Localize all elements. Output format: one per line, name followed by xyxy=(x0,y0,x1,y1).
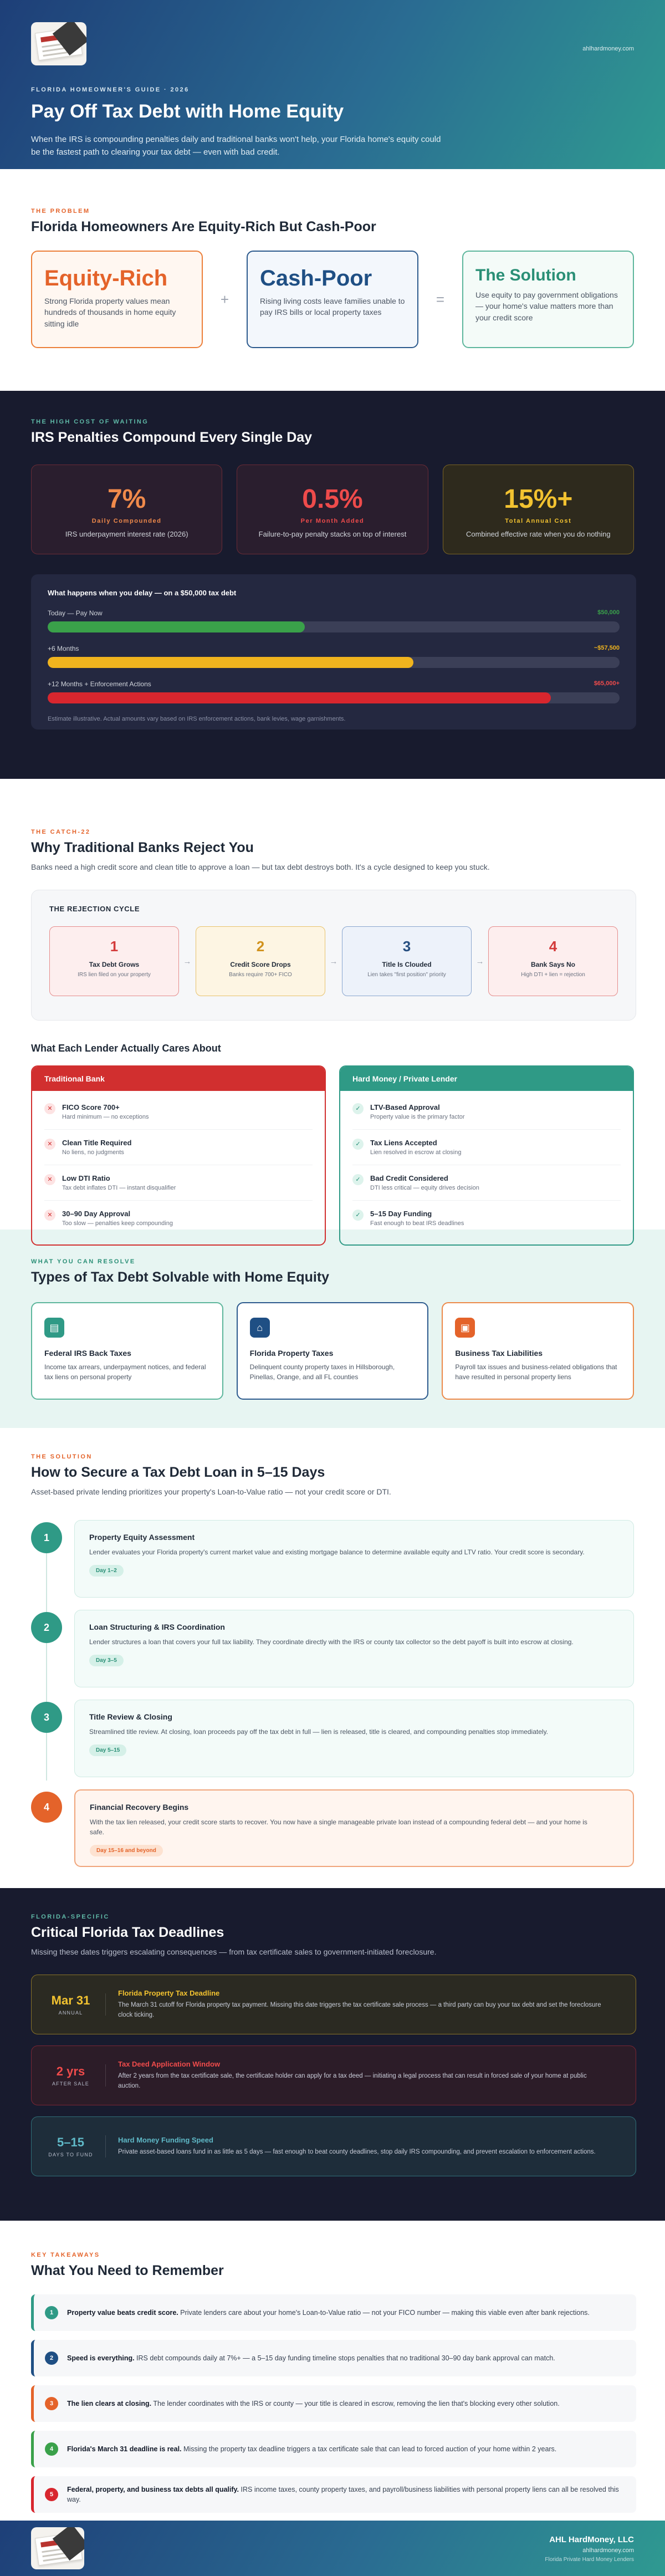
delay-panel xyxy=(31,574,636,730)
x-icon: ✕ xyxy=(44,1174,55,1185)
card-text: Rising living costs leave families unable to pay IRS bills or local property taxes xyxy=(260,297,405,317)
cycle-step-sub: Banks require 700+ FICO xyxy=(229,972,292,978)
stat-card xyxy=(443,465,634,554)
list-item xyxy=(44,1130,313,1165)
footer-site-link[interactable]: ahlhardmoney.com xyxy=(582,2547,634,2554)
arrow-right-icon: → xyxy=(475,956,484,966)
company-name: AHL HardMoney, LLC xyxy=(549,2535,634,2544)
bar-label: +6 Months xyxy=(48,645,79,652)
stat-card xyxy=(237,465,428,554)
type-title: Florida Property Taxes xyxy=(249,1349,334,1358)
stat-label: Total Annual Cost xyxy=(505,518,572,524)
deadline-unit: ANNUAL xyxy=(58,2010,83,2016)
solution-card xyxy=(462,251,634,348)
stat-desc: IRS underpayment interest rate (2026) xyxy=(65,530,188,538)
deadline-card xyxy=(31,2046,636,2105)
step-desc: Streamlined title review. At closing, loan proceeds pay off the tax debt in full — lien is released, title is cleared, and compounding penalties stop immediately. xyxy=(89,1728,549,1736)
footer xyxy=(0,2521,665,2576)
x-icon: ✕ xyxy=(44,1139,55,1150)
list-item xyxy=(352,1201,621,1236)
comparison-title: What Each Lender Actually Cares About xyxy=(31,1043,221,1054)
check-icon: ✓ xyxy=(352,1139,364,1150)
logo-image xyxy=(31,22,86,65)
section-eyebrow: THE SOLUTION xyxy=(31,1453,93,1460)
page-title: Pay Off Tax Debt with Home Equity xyxy=(31,101,344,122)
list-item xyxy=(44,1165,313,1201)
x-icon: ✕ xyxy=(44,1210,55,1221)
equals-sign: = xyxy=(436,290,445,308)
step-item xyxy=(31,1520,634,1598)
deadline-title: Florida Property Tax Deadline xyxy=(118,1989,220,1998)
takeaways-section xyxy=(0,2221,665,2521)
hero-intro: When the IRS is compounding penalties daily and traditional banks won't help, your Florida home's equity could be the fastest path to clearing your tax debt — even with bad credit. xyxy=(31,135,441,157)
document-icon: ▤ xyxy=(44,1318,64,1338)
penalties-section xyxy=(0,391,665,779)
step-number: 4 xyxy=(31,1792,62,1823)
stat-value: 15%+ xyxy=(504,484,573,514)
cycle-number: 3 xyxy=(402,938,411,955)
section-eyebrow: THE PROBLEM xyxy=(31,208,90,215)
delay-bar-row xyxy=(48,645,620,668)
takeaway-bold: Federal, property, and business tax debts all qualify. xyxy=(67,2485,239,2493)
steps-timeline xyxy=(31,1520,634,1867)
type-card xyxy=(31,1302,223,1400)
bar-label: +12 Months + Enforcement Actions xyxy=(48,680,151,688)
step-desc: With the tax lien released, your credit score starts to recover. You now have a single manageable private loan instead of a compounding federal debt — and your home is safe. xyxy=(90,1818,587,1836)
takeaway-number: 5 xyxy=(45,2488,58,2501)
step-title: Title Review & Closing xyxy=(89,1712,172,1721)
briefcase-icon: ▣ xyxy=(455,1318,475,1338)
takeaway-item xyxy=(31,2294,636,2331)
takeaway-number: 1 xyxy=(45,2306,58,2319)
lender-comparison xyxy=(31,1065,634,1246)
type-desc: Delinquent county property taxes in Hillsborough, Pinellas, Orange, and all FL counties xyxy=(249,1363,395,1381)
section-sub: Banks need a high credit score and clean title to approve a loan — but tax debt destroys both. It's a cycle designed to keep you stuck. xyxy=(31,863,490,871)
bar-amount: $65,000+ xyxy=(594,680,620,687)
cycle-number: 4 xyxy=(549,938,557,955)
cycle-step xyxy=(342,926,472,996)
deadline-unit: AFTER SALE xyxy=(52,2081,89,2087)
deadline-card xyxy=(31,2116,636,2176)
site-url[interactable]: ahlhardmoney.com xyxy=(582,45,634,52)
type-card xyxy=(237,1302,429,1400)
stat-row xyxy=(31,465,634,554)
step-timing-badge: Day 1–2 xyxy=(89,1565,124,1577)
cycle-step xyxy=(196,926,325,996)
item-title: Bad Credit Considered xyxy=(370,1174,448,1182)
deadline-desc: The March 31 cutoff for Florida property tax payment. Missing this date triggers the tax certificate sale process — a third party can buy your tax debt and set the foreclosure clock ticking. xyxy=(118,2002,601,2018)
card-heading: The Solution xyxy=(475,266,576,284)
equity-rich-card xyxy=(31,251,203,348)
solution-section xyxy=(0,1428,665,1888)
item-title: Tax Liens Accepted xyxy=(370,1139,437,1147)
card-heading: Equity-Rich xyxy=(44,266,168,290)
section-title: Types of Tax Debt Solvable with Home Equity xyxy=(31,1269,330,1285)
types-row xyxy=(31,1302,634,1400)
check-icon: ✓ xyxy=(352,1174,364,1185)
stat-label: Daily Compounded xyxy=(91,518,162,524)
step-card xyxy=(74,1789,634,1867)
takeaway-text: Missing the property tax deadline triggers a tax certificate sale that can lead to forced auction of your home within 2 years. xyxy=(181,2445,557,2453)
type-title: Federal IRS Back Taxes xyxy=(44,1349,131,1358)
deadline-title: Hard Money Funding Speed xyxy=(118,2135,213,2144)
list-item xyxy=(352,1165,621,1201)
card-heading: Cash-Poor xyxy=(260,266,372,290)
hero-eyebrow: FLORIDA HOMEOWNER'S GUIDE · 2026 xyxy=(31,86,190,93)
takeaway-item xyxy=(31,2476,636,2513)
delay-note: Estimate illustrative. Actual amounts vary based on IRS enforcement actions, bank levies, wage garnishments. xyxy=(48,716,346,722)
footer-tagline: Florida Private Hard Money Lenders xyxy=(545,2557,634,2563)
arrow-right-icon: → xyxy=(329,956,338,966)
stat-desc: Failure-to-pay penalty stacks on top of interest xyxy=(258,530,407,538)
step-number: 2 xyxy=(31,1612,62,1643)
takeaway-bold: Property value beats credit score. xyxy=(67,2308,178,2317)
stat-label: Per Month Added xyxy=(300,518,365,524)
step-item xyxy=(31,1700,634,1777)
item-desc: Too slow — penalties keep compounding xyxy=(62,1220,173,1227)
delay-bar-row xyxy=(48,680,620,703)
bar-amount: ~$57,500 xyxy=(594,645,620,651)
x-icon: ✕ xyxy=(44,1103,55,1114)
catch22-section xyxy=(0,779,665,1230)
stat-value: 7% xyxy=(107,484,146,514)
takeaway-bold: Florida's March 31 deadline is real. xyxy=(67,2445,182,2453)
list-item xyxy=(352,1130,621,1165)
step-item xyxy=(31,1610,634,1687)
list-item xyxy=(44,1094,313,1130)
cycle-step-sub: Lien takes "first position" priority xyxy=(367,972,446,978)
deadline-desc: Private asset-based loans fund in as little as 5 days — fast enough to beat county deadlines, stop daily IRS compounding, and prevent escalation to enforcement actions. xyxy=(118,2148,596,2155)
stat-card xyxy=(31,465,222,554)
item-desc: Tax debt inflates DTI — instant disqualifier xyxy=(62,1185,176,1191)
step-title: Property Equity Assessment xyxy=(89,1533,195,1542)
plus-sign: + xyxy=(220,290,229,308)
deadline-value: 5–15 xyxy=(57,2135,84,2149)
section-eyebrow: WHAT YOU CAN RESOLVE xyxy=(31,1258,136,1265)
cycle-step-title: Bank Says No xyxy=(530,961,576,968)
section-title: What You Need to Remember xyxy=(31,2263,224,2278)
arrow-right-icon: → xyxy=(183,956,192,966)
takeaway-text: IRS income taxes, county property taxes, and payroll/business liabilities with personal property liens can all be resolved this way. xyxy=(67,2485,619,2503)
list-item xyxy=(44,1201,313,1236)
takeaway-text: Private lenders care about your home's Loan-to-Value ratio — not your FICO number — making this viable even after bank rejections. xyxy=(178,2308,590,2317)
delay-bar-row xyxy=(48,609,620,632)
takeaway-item xyxy=(31,2385,636,2422)
deadlines-section xyxy=(0,1888,665,2221)
item-title: Low DTI Ratio xyxy=(62,1174,110,1182)
deadline-desc: After 2 years from the tax certificate sale, the certificate holder can apply for a tax deed — initiating a legal process that can result in forced sale of your home at public auction. xyxy=(118,2073,587,2089)
step-card xyxy=(74,1700,634,1777)
cycle-step-title: Tax Debt Grows xyxy=(89,961,140,968)
types-section xyxy=(0,1230,665,1428)
step-title: Financial Recovery Begins xyxy=(90,1803,189,1812)
deadline-card xyxy=(31,1975,636,2034)
cycle-row xyxy=(49,926,618,996)
deadline-value: Mar 31 xyxy=(51,1993,90,2007)
type-card xyxy=(442,1302,634,1400)
step-number: 3 xyxy=(31,1702,62,1733)
deadline-unit: DAYS TO FUND xyxy=(48,2152,93,2157)
check-icon: ✓ xyxy=(352,1103,364,1114)
equation-row xyxy=(31,251,634,348)
item-desc: Property value is the primary factor xyxy=(370,1114,465,1120)
cycle-step-title: Title Is Clouded xyxy=(382,961,432,968)
section-eyebrow: FLORIDA-SPECIFIC xyxy=(31,1914,110,1920)
step-timing-badge: Day 5–15 xyxy=(89,1744,126,1756)
card-header: Hard Money / Private Lender xyxy=(340,1067,633,1091)
bar-fill xyxy=(48,692,551,703)
step-card xyxy=(74,1520,634,1598)
section-sub: Missing these dates triggers escalating consequences — from tax certificate sales to government-initiated foreclosure. xyxy=(31,1947,437,1956)
step-timing-badge: Day 15–16 and beyond xyxy=(90,1845,163,1856)
section-sub: Asset-based private lending prioritizes your property's Loan-to-Value ratio — not your credit score or DTI. xyxy=(31,1487,391,1496)
item-title: LTV-Based Approval xyxy=(370,1103,440,1111)
stat-desc: Combined effective rate when you do nothing xyxy=(466,530,611,538)
step-title: Loan Structuring & IRS Coordination xyxy=(89,1623,225,1631)
takeaway-item xyxy=(31,2431,636,2467)
section-eyebrow: KEY TAKEAWAYS xyxy=(31,2252,100,2258)
cycle-step xyxy=(488,926,618,996)
item-desc: No liens, no judgments xyxy=(62,1149,124,1156)
step-desc: Lender evaluates your Florida property's current market value and existing mortgage balance to determine available equity and LTV ratio. Your credit score is secondary. xyxy=(89,1548,585,1556)
tax-form-icon xyxy=(35,2532,83,2566)
step-desc: Lender structures a loan that covers your full tax liability. They coordinate directly with the IRS or county tax collector so the debt payoff is built into escrow at closing. xyxy=(89,1638,574,1646)
tax-form-icon xyxy=(35,27,83,61)
takeaway-number: 3 xyxy=(45,2397,58,2410)
cycle-step xyxy=(49,926,179,996)
takeaway-bold: The lien clears at closing. xyxy=(67,2399,152,2407)
check-icon: ✓ xyxy=(352,1210,364,1221)
bar-amount: $50,000 xyxy=(597,609,620,616)
card-header: Traditional Bank xyxy=(32,1067,325,1091)
card-text: Strong Florida property values mean hundreds of thousands in home equity sitting idle xyxy=(44,297,176,328)
step-card xyxy=(74,1610,634,1687)
item-desc: DTI less critical — equity drives decision xyxy=(370,1185,479,1191)
cycle-step-title: Credit Score Drops xyxy=(230,961,291,968)
step-timing-badge: Day 3–5 xyxy=(89,1655,124,1666)
rejection-cycle-panel xyxy=(31,890,636,1021)
item-desc: Hard minimum — no exceptions xyxy=(62,1114,149,1120)
bar-track xyxy=(48,692,620,703)
list-item xyxy=(352,1094,621,1130)
item-desc: Fast enough to beat IRS deadlines xyxy=(370,1220,464,1227)
type-title: Business Tax Liabilities xyxy=(455,1349,543,1358)
traditional-bank-card xyxy=(31,1065,326,1246)
section-title: Why Traditional Banks Reject You xyxy=(31,840,254,855)
takeaway-text: IRS debt compounds daily at 7%+ — a 5–15 day funding timeline stops penalties that no traditional 30–90 day bank approval can match. xyxy=(134,2354,555,2362)
takeaway-number: 2 xyxy=(45,2351,58,2365)
cycle-step-sub: IRS lien filed on your property xyxy=(78,972,151,978)
cycle-number: 1 xyxy=(110,938,119,955)
card-text: Use equity to pay government obligations — your home's value matters more than your credit score xyxy=(475,290,618,322)
takeaway-text: The lender coordinates with the IRS or county — your title is cleared in escrow, removing the lien that's blocking every other solution. xyxy=(151,2399,560,2407)
bar-label: Today — Pay Now xyxy=(48,609,103,617)
delay-title: What happens when you delay — on a $50,000 tax debt xyxy=(48,589,237,597)
bar-fill xyxy=(48,621,305,632)
cash-poor-card xyxy=(247,251,418,348)
section-eyebrow: THE CATCH-22 xyxy=(31,829,91,835)
deadline-value: 2 yrs xyxy=(56,2064,85,2078)
takeaway-number: 4 xyxy=(45,2442,58,2456)
step-item xyxy=(31,1789,634,1867)
section-eyebrow: THE HIGH COST OF WAITING xyxy=(31,419,149,425)
step-number: 1 xyxy=(31,1522,62,1553)
section-title: Florida Homeowners Are Equity-Rich But Cash-Poor xyxy=(31,219,376,234)
takeaway-item xyxy=(31,2340,636,2376)
house-icon: ⌂ xyxy=(250,1318,270,1338)
section-title: Critical Florida Tax Deadlines xyxy=(31,1925,224,1940)
cycle-step-sub: High DTI + lien = rejection xyxy=(521,972,585,978)
bar-fill xyxy=(48,657,413,668)
hero-banner xyxy=(0,0,665,169)
hard-money-card xyxy=(339,1065,634,1246)
section-title: How to Secure a Tax Debt Loan in 5–15 Days xyxy=(31,1465,325,1480)
bar-track xyxy=(48,621,620,632)
item-title: 30–90 Day Approval xyxy=(62,1210,131,1218)
item-title: FICO Score 700+ xyxy=(62,1103,120,1111)
item-title: 5–15 Day Funding xyxy=(370,1210,432,1218)
bar-track xyxy=(48,657,620,668)
item-desc: Lien resolved in escrow at closing xyxy=(370,1149,462,1156)
type-desc: Payroll tax issues and business-related obligations that have resulted in personal property liens xyxy=(455,1363,617,1381)
section-title: IRS Penalties Compound Every Single Day xyxy=(31,430,313,445)
type-desc: Income tax arrears, underpayment notices, and federal tax liens on personal property xyxy=(44,1363,206,1381)
cycle-title: THE REJECTION CYCLE xyxy=(49,905,140,913)
item-title: Clean Title Required xyxy=(62,1139,132,1147)
stat-value: 0.5% xyxy=(302,484,363,514)
takeaway-bold: Speed is everything. xyxy=(67,2354,135,2362)
deadline-title: Tax Deed Application Window xyxy=(118,2060,221,2069)
cycle-number: 2 xyxy=(256,938,265,955)
problem-section xyxy=(0,169,665,391)
footer-logo-image xyxy=(31,2527,84,2569)
